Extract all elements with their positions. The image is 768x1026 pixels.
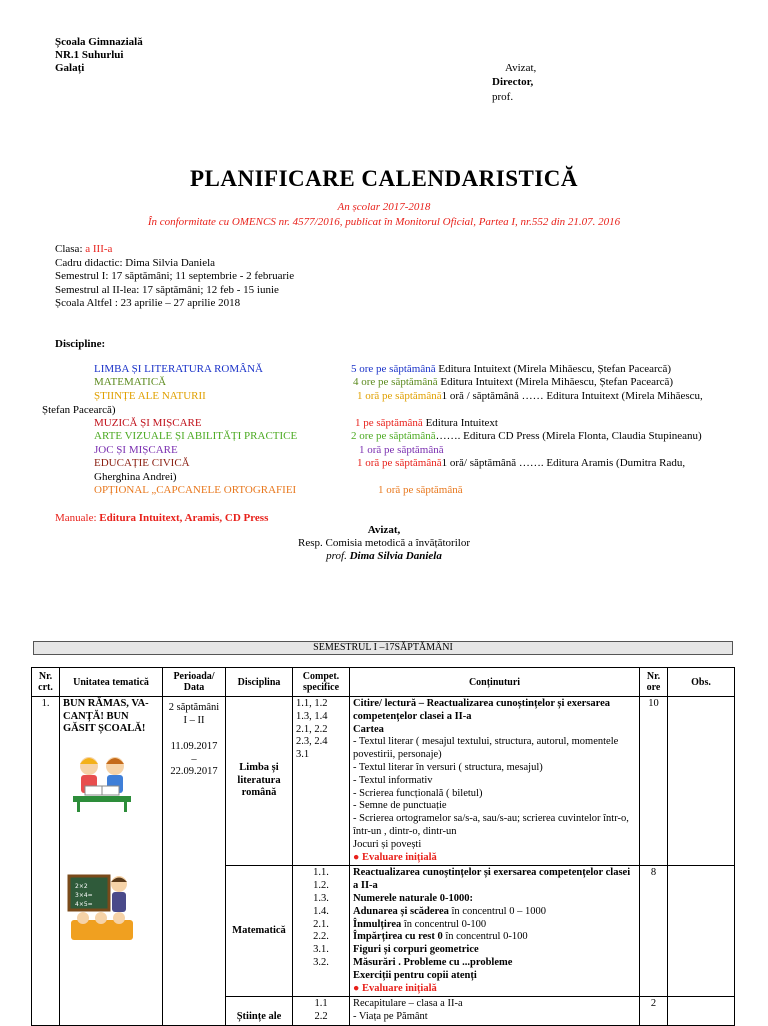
- row-number: 1.: [32, 697, 60, 1026]
- evaluation-label: Evaluare inițială: [361, 851, 437, 863]
- discipline-romana: Limba și literatura română: [226, 697, 293, 866]
- hours-romana: 10: [640, 697, 668, 866]
- discipline-hours-line: [351, 363, 671, 376]
- manuale-value: Editura Intuitext, Aramis, CD Press: [99, 512, 269, 524]
- svg-text:4×5=: 4×5=: [75, 900, 93, 908]
- period-dash: –: [191, 753, 197, 765]
- discipline-label: Discipline:: [55, 338, 106, 350]
- discipline-hours-line: [357, 457, 685, 470]
- content-item: [353, 944, 636, 957]
- school-name: [55, 36, 143, 75]
- content-item: Jocuri și povești: [353, 838, 422, 850]
- period-end: 22.09.2017: [170, 766, 218, 777]
- content-item: [353, 893, 636, 906]
- content-item: [353, 931, 636, 944]
- evaluation-item: ● Evaluare inițială: [353, 851, 437, 863]
- contents-matematica: [350, 866, 640, 997]
- discipline-hours-line: [378, 484, 463, 497]
- avizat-label: Avizat,: [505, 62, 537, 74]
- discipline-hours: 2 ore pe săptămână: [351, 430, 436, 442]
- discipline-publisher: Editura Intuitext (Mirela Mihăescu, Ștefan Pacearcă): [437, 376, 674, 388]
- approval-title: Avizat,: [367, 524, 401, 536]
- obs-romana: [668, 697, 735, 866]
- discipline-hours-line: [355, 417, 498, 430]
- svg-text:2×2: 2×2: [75, 882, 88, 890]
- semester-1-line: Semestrul I: 17 săptămâni; 11 septembrie - 2 februarie: [55, 270, 295, 282]
- discipline-name: MATEMATICĂ: [94, 376, 167, 388]
- discipline-name: ȘTIINȚE ALE NATURII: [94, 390, 206, 402]
- competence-code: 1.2.: [313, 880, 329, 892]
- competence-code: 1.1: [314, 998, 328, 1010]
- unit-title: BUN RĂMAS, VA-CANȚĂ! BUN GĂSIT ȘCOALĂ!: [63, 698, 149, 734]
- competence-code: 1.3.: [313, 892, 329, 904]
- discipline-name: MUZICĂ ȘI MIȘCARE: [94, 417, 202, 429]
- content-item: [353, 970, 636, 983]
- competence-code: 3.2.: [313, 956, 329, 968]
- content-item-bold: Figuri și corpuri geometrice: [353, 944, 479, 956]
- competences-stiinte: [293, 997, 350, 1026]
- altfel-line: Școala Altfel : 23 aprilie – 27 aprilie 2018: [55, 297, 241, 309]
- period-weeks: 2 săptămâni: [168, 702, 220, 713]
- discipline-wrap-text: Ștefan Pacearcă): [42, 404, 116, 416]
- manuale-label: Manuale:: [55, 512, 100, 524]
- competences-matematica: [293, 866, 350, 997]
- discipline-publisher: Editura Intuitext: [422, 417, 498, 429]
- hours-stiinte: 2: [640, 997, 668, 1026]
- discipline-hours: 4 ore pe săptămână: [353, 376, 438, 388]
- contents-romana: [350, 697, 640, 866]
- header-continuturi: Conținuturi: [350, 668, 640, 697]
- discipline-name: EDUCAȚIE CIVICĂ: [94, 457, 190, 469]
- header-competente: Compet. specifice: [293, 668, 350, 697]
- teacher-blackboard-illustration: [67, 870, 137, 944]
- teacher-line: Cadru didactic: Dima Silvia Daniela: [55, 256, 216, 269]
- content-item-text: în concentrul 0-100: [401, 918, 487, 930]
- header-ore: Nr. ore: [640, 668, 668, 697]
- content-item: - Textul literar ( mesajul textului, structura, autorul, momentele povestirii, personaje): [353, 736, 619, 761]
- content-item-bold: Înmulțirea: [353, 918, 402, 930]
- header-disciplina: Disciplina: [226, 668, 293, 697]
- discipline-hours-line: [357, 390, 703, 403]
- discipline-name: JOC ȘI MIȘCARE: [94, 444, 178, 456]
- content-item-text: în concentrul 0 – 1000: [448, 905, 546, 917]
- discipline-name: OPȚIONAL „CAPCANELE ORTOGRAFIEI: [94, 484, 297, 496]
- content-item: - Viața pe Pământ: [353, 1011, 428, 1023]
- class-value: a III-a: [85, 243, 113, 255]
- content-item-bold: Exerciții pentru copii atenți: [353, 969, 477, 981]
- school-line: NR.1 Suhurlui: [55, 49, 124, 61]
- table-row: [32, 697, 735, 866]
- discipline-publisher: Editura Intuitext (Mirela Mihăescu, Ștefan Pacearcă): [435, 363, 672, 375]
- semester-2-line: Semestrul al II-lea: 17 săptămâni; 12 feb - 15 iunie: [55, 283, 279, 296]
- contents-stiinte: [350, 997, 640, 1026]
- contents-subheading: Cartea: [353, 723, 384, 735]
- page-title: PLANIFICARE CALENDARISTICĂ: [189, 166, 579, 191]
- prof-label: prof.: [492, 91, 514, 103]
- discipline-stiinte: Științe ale: [226, 997, 293, 1026]
- discipline-publisher: 1 oră / săptămână …… Editura Intuitext (Mirela Mihăescu,: [441, 390, 703, 402]
- approval-prof: [0, 550, 768, 563]
- class-label: Clasa:: [55, 243, 86, 255]
- header-nr: Nr. crt.: [32, 668, 60, 697]
- competence-code: 1.1.: [313, 867, 329, 879]
- contents-heading: Reactualizarea cunoștințelor și exersarea competențelor clasei a II-a: [353, 867, 631, 892]
- content-item: - Textul literar în versuri ( structura, mesajul): [353, 761, 543, 773]
- period-cell: [163, 697, 226, 1026]
- evaluation-label: Evaluare inițială: [361, 982, 437, 994]
- discipline-wrap-text: Gherghina Andrei): [94, 471, 177, 483]
- content-item-bold: Numerele naturale 0-1000:: [353, 892, 473, 904]
- discipline-publisher: ……. Editura CD Press (Mirela Flonta, Claudia Stupineanu): [435, 430, 702, 442]
- discipline-matematica: Matematică: [226, 866, 293, 997]
- content-item: - Textul informativ: [353, 774, 433, 786]
- discipline-hours-line: [353, 376, 673, 389]
- content-item: [353, 919, 636, 932]
- hours-matematica: 8: [640, 866, 668, 997]
- school-line: Școala Gimnazială: [55, 36, 143, 48]
- director-label: Director,: [492, 76, 534, 88]
- evaluation-item: ● Evaluare inițială: [353, 982, 437, 994]
- competence-code: 2.1, 2.2: [296, 723, 328, 735]
- table-header-row: [32, 668, 735, 697]
- school-line: Galați: [55, 62, 85, 74]
- competence-code: 1.1, 1.2: [296, 698, 328, 709]
- competence-code: 2.3, 2.4: [296, 736, 328, 748]
- semester-banner: SEMESTRUL I –17SĂPTĂMÂNI: [33, 641, 733, 655]
- manuale-line: [55, 512, 268, 524]
- obs-matematica: [668, 866, 735, 997]
- content-item-text: în concentrul 0-100: [442, 931, 528, 943]
- content-item: [353, 957, 636, 970]
- planning-table: [31, 667, 735, 1026]
- content-item: - Scrierea funcțională ( biletul): [353, 787, 483, 799]
- header-obs: Obs.: [668, 668, 735, 697]
- competence-code: 1.3, 1.4: [296, 710, 328, 722]
- school-year: An școlar 2017-2018: [337, 201, 431, 213]
- header-perioada: Perioada/ Data: [163, 668, 226, 697]
- discipline-hours: 1 oră pe săptămână: [359, 444, 444, 456]
- approval-block: [0, 524, 768, 563]
- discipline-hours: 1 pe săptămână: [355, 417, 423, 429]
- competence-code: 2.1.: [313, 918, 329, 930]
- approval-line: Resp. Comisia metodică a învățătorilor: [298, 537, 470, 549]
- period-range: I – II: [183, 714, 205, 726]
- discipline-hours-line: [351, 430, 702, 443]
- discipline-name: ARTE VIZUALE ȘI ABILITĂȚI PRACTICE: [94, 430, 298, 442]
- competence-code: 2.2: [314, 1011, 328, 1023]
- competences-romana: [293, 697, 350, 866]
- discipline-hours: 5 ore pe săptămână: [351, 363, 436, 375]
- discipline-hours: 1 oră pe săptămână: [357, 390, 442, 402]
- approval-prof-name: Dima Silvia Daniela: [349, 550, 442, 562]
- approval-prof-prefix: prof.: [326, 550, 350, 562]
- content-item-bold: Adunarea și scăderea: [353, 905, 449, 917]
- header-unitate: Unitatea tematică: [60, 668, 163, 697]
- competence-code: 1.4.: [313, 905, 329, 917]
- class-line: [55, 243, 294, 257]
- discipline-name: LIMBA ȘI LITERATURA ROMÂNĂ: [94, 363, 263, 375]
- discipline-hours: 1 oră pe săptămână: [378, 484, 463, 496]
- competence-code: 3.1.: [313, 944, 329, 956]
- content-item-bold: Măsurări . Probleme cu ...probleme: [353, 956, 513, 968]
- legal-reference: În conformitate cu OMENCS nr. 4577/2016, publicat în Monitorul Oficial, Partea I, nr.552 din 21.07. 2016: [147, 216, 621, 228]
- discipline-hours: 1 oră pe săptămână: [357, 457, 442, 469]
- unit-cell: [60, 697, 163, 1026]
- contents-heading: Citire/ lectură – Reactualizarea cunoștințelor și exersarea competențelor clasei a II-a: [353, 698, 610, 722]
- content-item-bold: Împărțirea cu rest 0: [353, 931, 443, 943]
- svg-text:3×4=: 3×4=: [75, 891, 93, 899]
- competence-code: 3.1: [296, 749, 310, 761]
- children-reading-illustration: [67, 752, 137, 812]
- content-item: - Semne de punctuație: [353, 800, 447, 812]
- period-start: 11.09.2017: [170, 741, 218, 752]
- content-item: - Scrierea ortogramelor sa/s-a, sau/s-au; scrierea cuvintelor într-o, într-un , dintr-o, dintr-un: [353, 813, 629, 837]
- discipline-publisher: 1 oră/ săptămână ……. Editura Aramis (Dumitra Radu,: [441, 457, 686, 469]
- content-item: [353, 906, 636, 919]
- competence-code: 2.2.: [313, 931, 329, 943]
- content-item: Recapitulare – clasa a II-a: [353, 998, 463, 1010]
- class-info: [55, 243, 294, 311]
- discipline-hours-line: [359, 444, 444, 457]
- obs-stiinte: [668, 997, 735, 1026]
